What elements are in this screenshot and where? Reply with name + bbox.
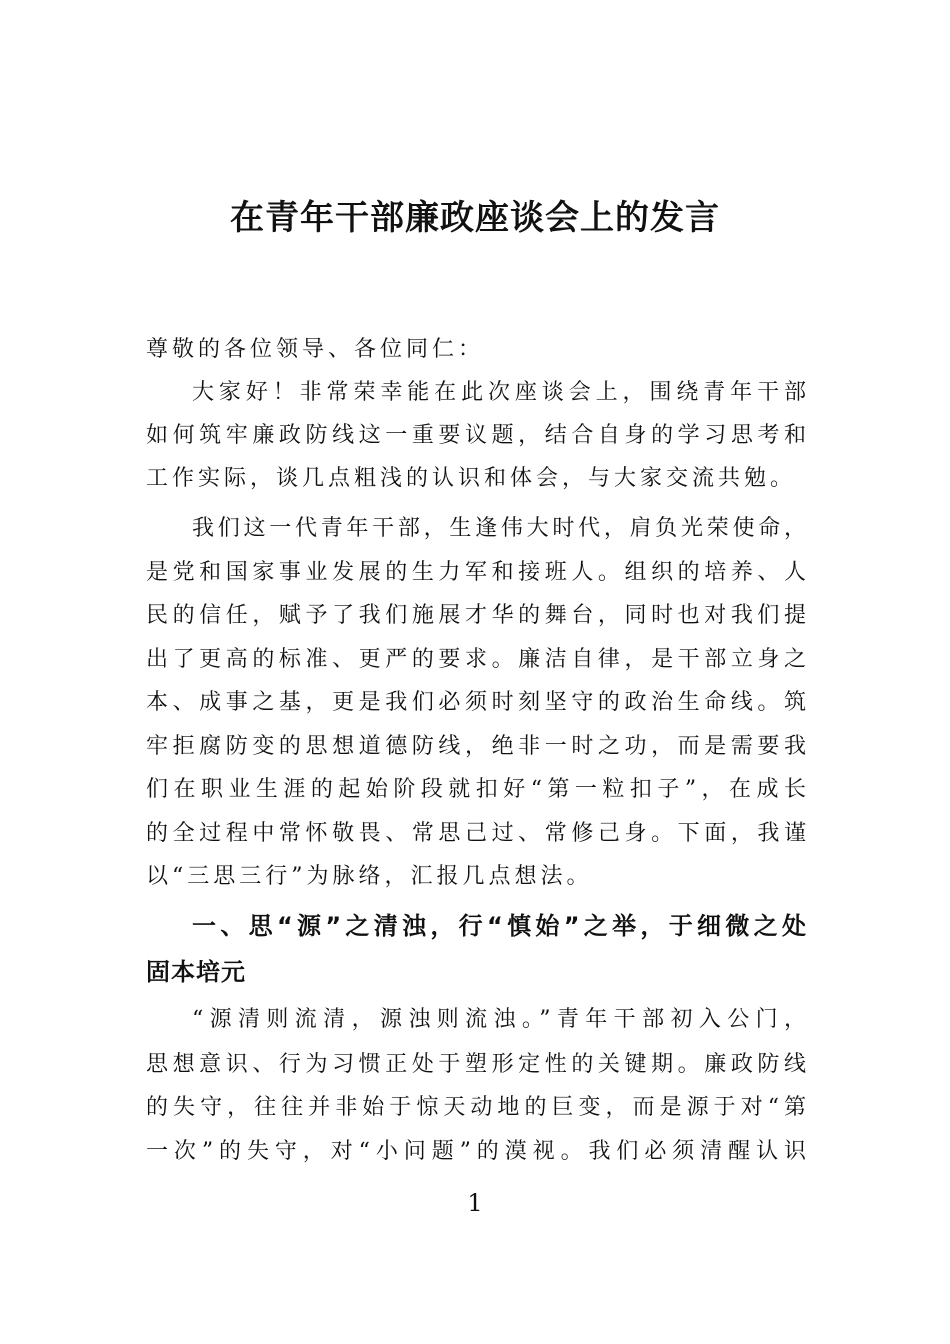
- heading-line: 固本培元: [146, 958, 246, 986]
- text-line: 民的信任，赋予了我们施展才华的舞台，同时也对我们提: [146, 603, 806, 628]
- text-line: 一次”的失守，对“小问题”的漠视。我们必须清醒认识: [146, 1139, 806, 1164]
- salutation: 尊敬的各位领导、各位同仁：: [146, 337, 485, 362]
- heading-line: 一、思“源”之清浊，行“慎始”之举，于细微之处: [192, 912, 806, 940]
- text-line: 牢拒腐防变的思想道德防线，绝非一时之功，而是需要我: [146, 734, 806, 759]
- text-line: 我们这一代青年干部，生逢伟大时代，肩负光荣使命，: [192, 516, 806, 541]
- text-line: 如何筑牢廉政防线这一重要议题，结合自身的学习思考和: [146, 423, 806, 448]
- page-number: 1: [467, 1189, 483, 1217]
- text-line: 是党和国家事业发展的生力军和接班人。组织的培养、人: [146, 560, 806, 585]
- text-line: 大家好！非常荣幸能在此次座谈会上，围绕青年干部: [192, 380, 806, 405]
- text-line: “源清则流清，源浊则流浊。”青年干部初入公门，: [192, 1007, 806, 1032]
- text-line: 出了更高的标准、更严的要求。廉洁自律，是干部立身之: [146, 647, 806, 672]
- document-title: 在青年干部廉政座谈会上的发言: [230, 198, 720, 238]
- text-line: 思想意识、行为习惯正处于塑形定性的关键期。廉政防线: [146, 1052, 806, 1077]
- text-line: 工作实际，谈几点粗浅的认识和体会，与大家交流共勉。: [146, 466, 797, 491]
- text-line: 们在职业生涯的起始阶段就扣好“第一粒扣子”，在成长: [146, 777, 806, 802]
- text-line: 的失守，往往并非始于惊天动地的巨变，而是源于对“第: [146, 1095, 806, 1120]
- text-line: 以“三思三行”为脉络，汇报几点想法。: [146, 864, 593, 889]
- text-line: 本、成事之基，更是我们必须时刻坚守的政治生命线。筑: [146, 690, 806, 715]
- text-line: 的全过程中常怀敬畏、常思己过、常修己身。下面，我谨: [146, 821, 806, 846]
